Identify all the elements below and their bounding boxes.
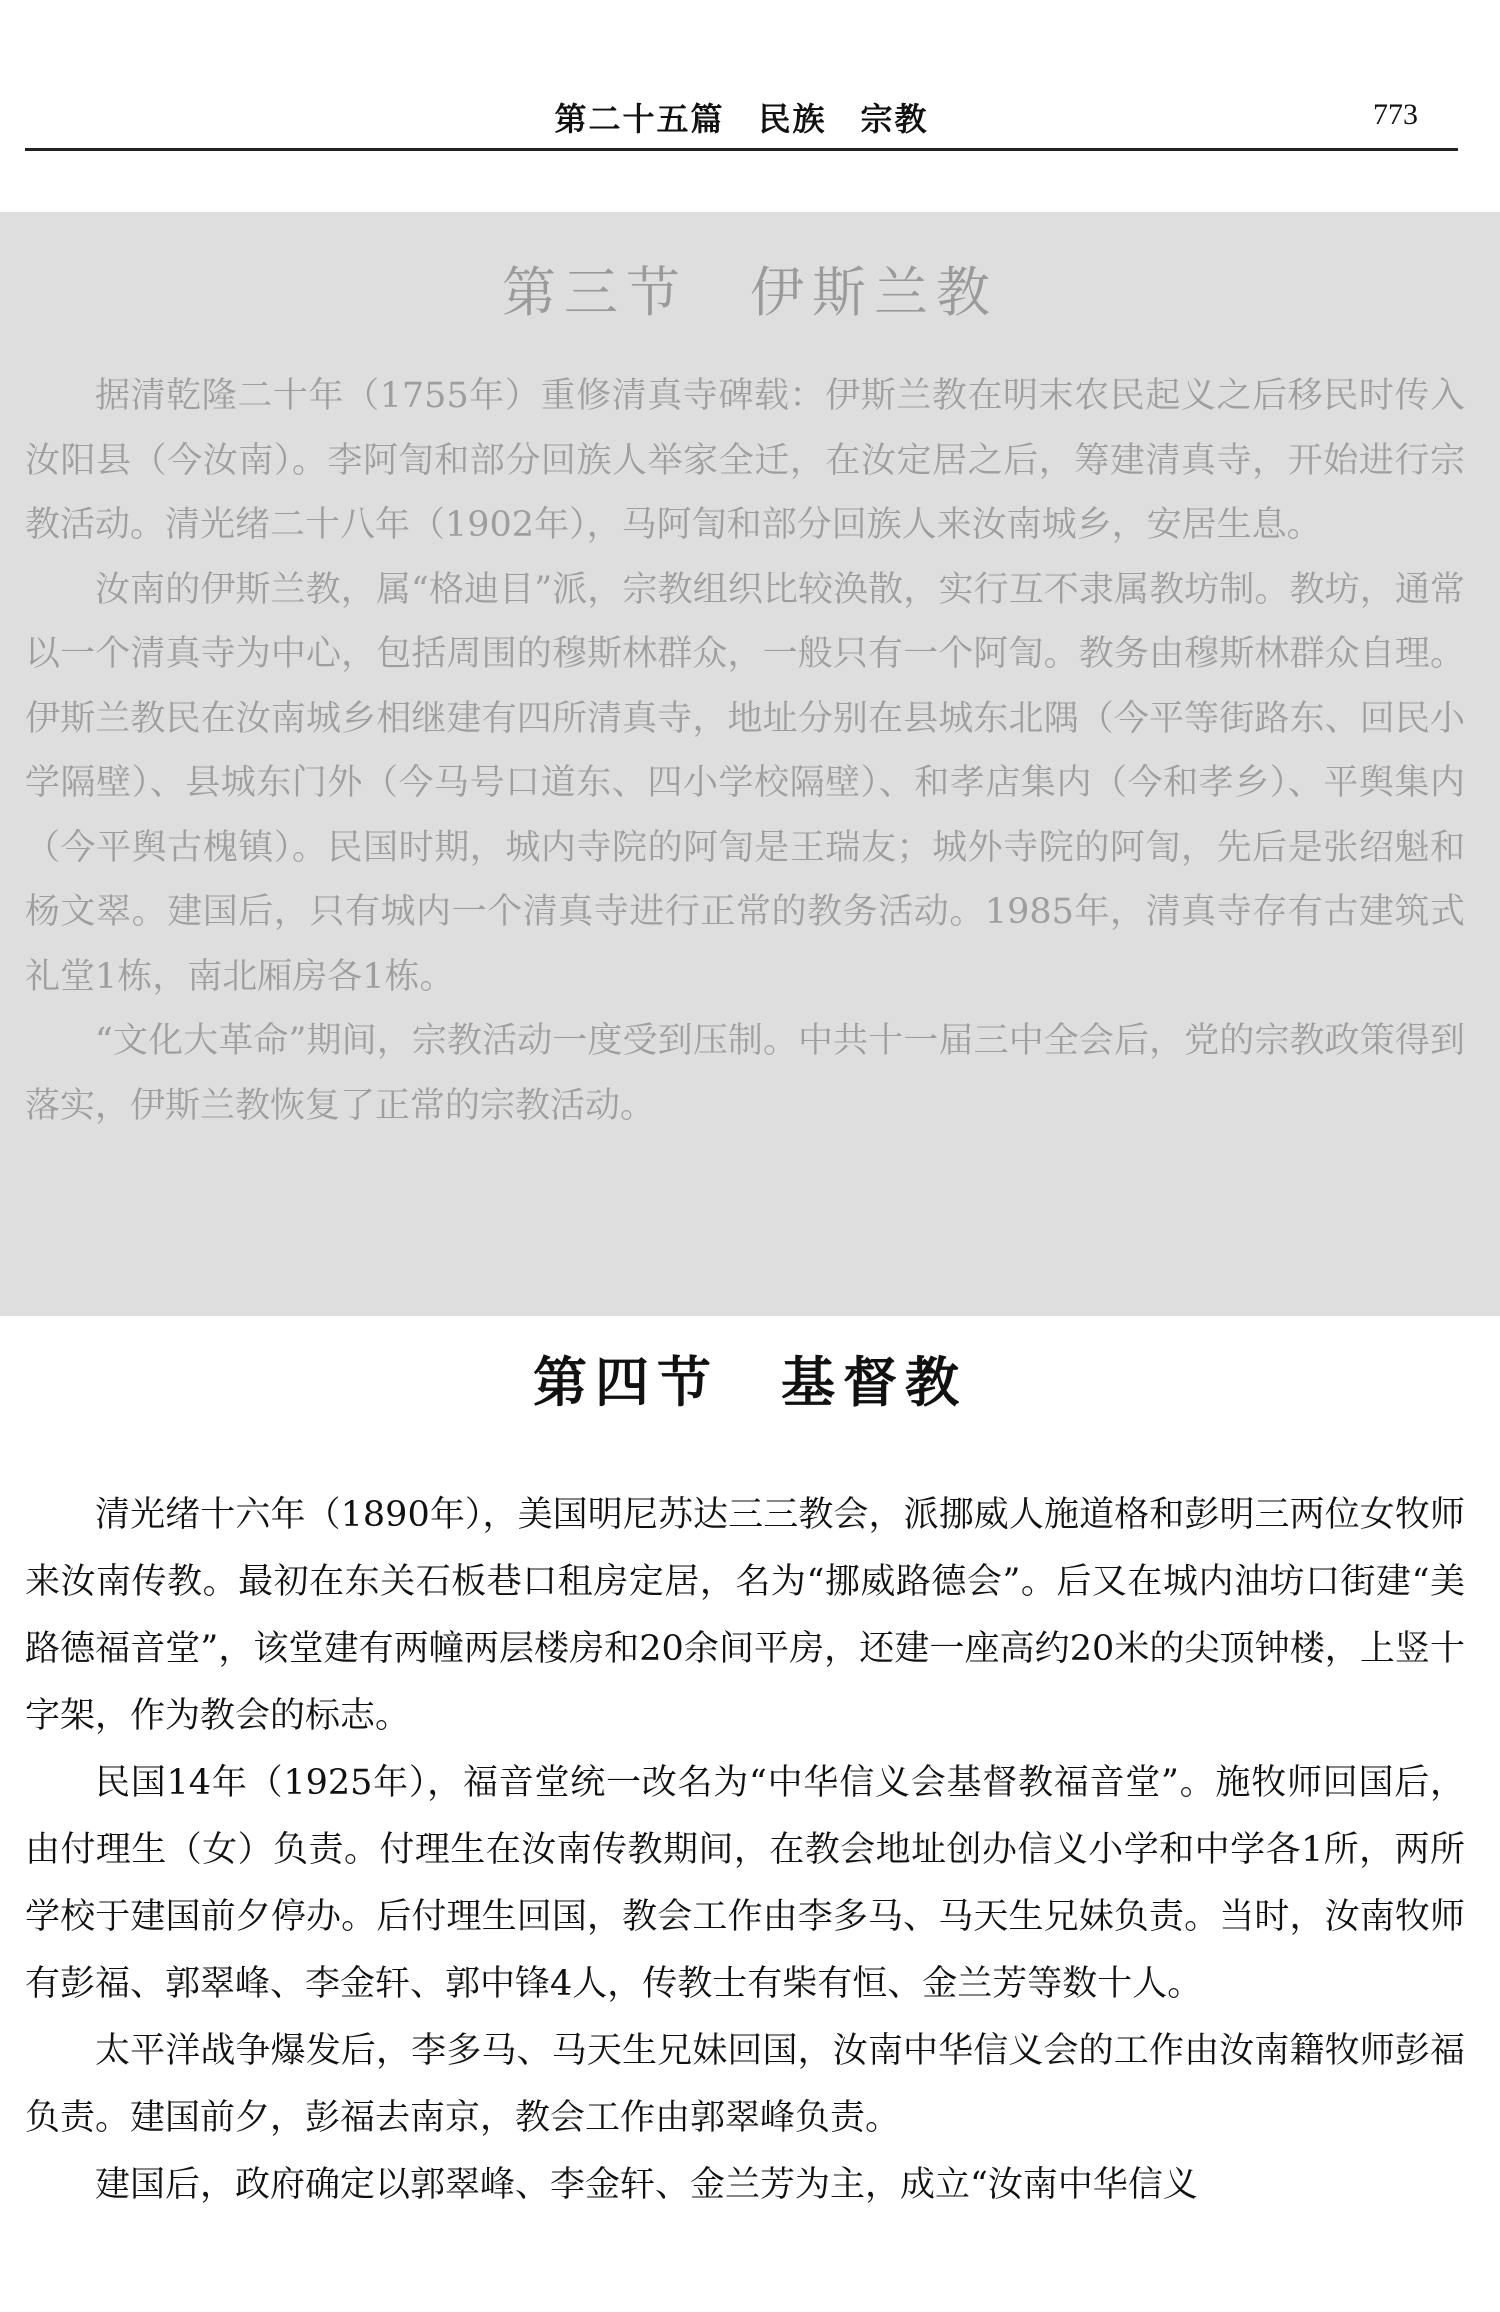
page-header [25, 88, 1458, 151]
section-heading-islam: 第三节 伊斯兰教 [502, 261, 998, 324]
paragraph: 建国后，政府确定以郭翠峰、李金轩、金兰芳为主，成立“汝南中华信义 [95, 2165, 1198, 2205]
paragraph: 汝南的伊斯兰教，属“格迪目”派，宗教组织比较涣散，实行互不隶属教坊制。教坊，通常以一个清真寺为中心，包括周围的穆斯林群众，一般只有一个阿訇。教务由穆斯林群众自理。伊斯兰教民在汝南城乡相继建有四所清真寺，地址分别在县城东北隅（今平等街路东、回民小学隔壁）、县城东门外（今马号口道东、四小学校隔壁）、和孝店集内（今和孝乡）、平舆集内（今平舆古槐镇）。民国时期，城内寺院的阿訇是王瑞友；城外寺院的阿訇，先后是张绍魁和杨文翠。建国后，只有城内一个清真寺进行正常的教务活动。1985年，清真寺存有古建筑式礼堂1栋，南北厢房各1栋。 [25, 569, 1465, 997]
paragraph: “文化大革命”期间，宗教活动一度受到压制。中共十一届三中全会后，党的宗教政策得到落实，伊斯兰教恢复了正常的宗教活动。 [25, 1021, 1465, 1126]
paragraph: 清光绪十六年（1890年），美国明尼苏达三三教会，派挪威人施道格和彭明三两位女牧师来汝南传教。最初在东关石板巷口租房定居，名为“挪威路德会”。后又在城内油坊口街建“美路德福音堂”，该堂建有两幢两层楼房和20余间平房，还建一座高约20米的尖顶钟楼，上竖十字架，作为教会的标志。 [25, 1495, 1465, 1736]
paragraph: 民国14年（1925年），福音堂统一改名为“中华信义会基督教福音堂”。施牧师回国后，由付理生（女）负责。付理生在汝南传教期间，在教会地址创办信义小学和中学各1所，两所学校于建国前夕停办。后付理生回国，教会工作由李多马、马天生兄妹负责。当时，汝南牧师有彭福、郭翠峰、李金轩、郭中锋4人，传教士有柴有恒、金兰芳等数十人。 [25, 1763, 1465, 2004]
page-number: 773 [1373, 98, 1418, 131]
section-christianity-body [25, 1482, 1465, 2219]
section-islam-body [25, 364, 1465, 1138]
paragraph: 据清乾隆二十年（1755年）重修清真寺碑载：伊斯兰教在明末农民起义之后移民时传入汝阳县（今汝南）。李阿訇和部分回族人举家全迁，在汝定居之后，筹建清真寺，开始进行宗教活动。清光绪二十八年（1902年），马阿訇和部分回族人来汝南城乡，安居生息。 [25, 376, 1465, 545]
section-heading-christianity: 第四节 基督教 [533, 1350, 967, 1414]
running-header-title: 第二十五篇 民族 宗教 [554, 100, 929, 138]
paragraph: 太平洋战争爆发后，李多马、马天生兄妹回国，汝南中华信义会的工作由汝南籍牧师彭福负责。建国前夕，彭福去南京，教会工作由郭翠峰负责。 [25, 2031, 1465, 2138]
section-islam-shaded-block [0, 212, 1500, 1316]
